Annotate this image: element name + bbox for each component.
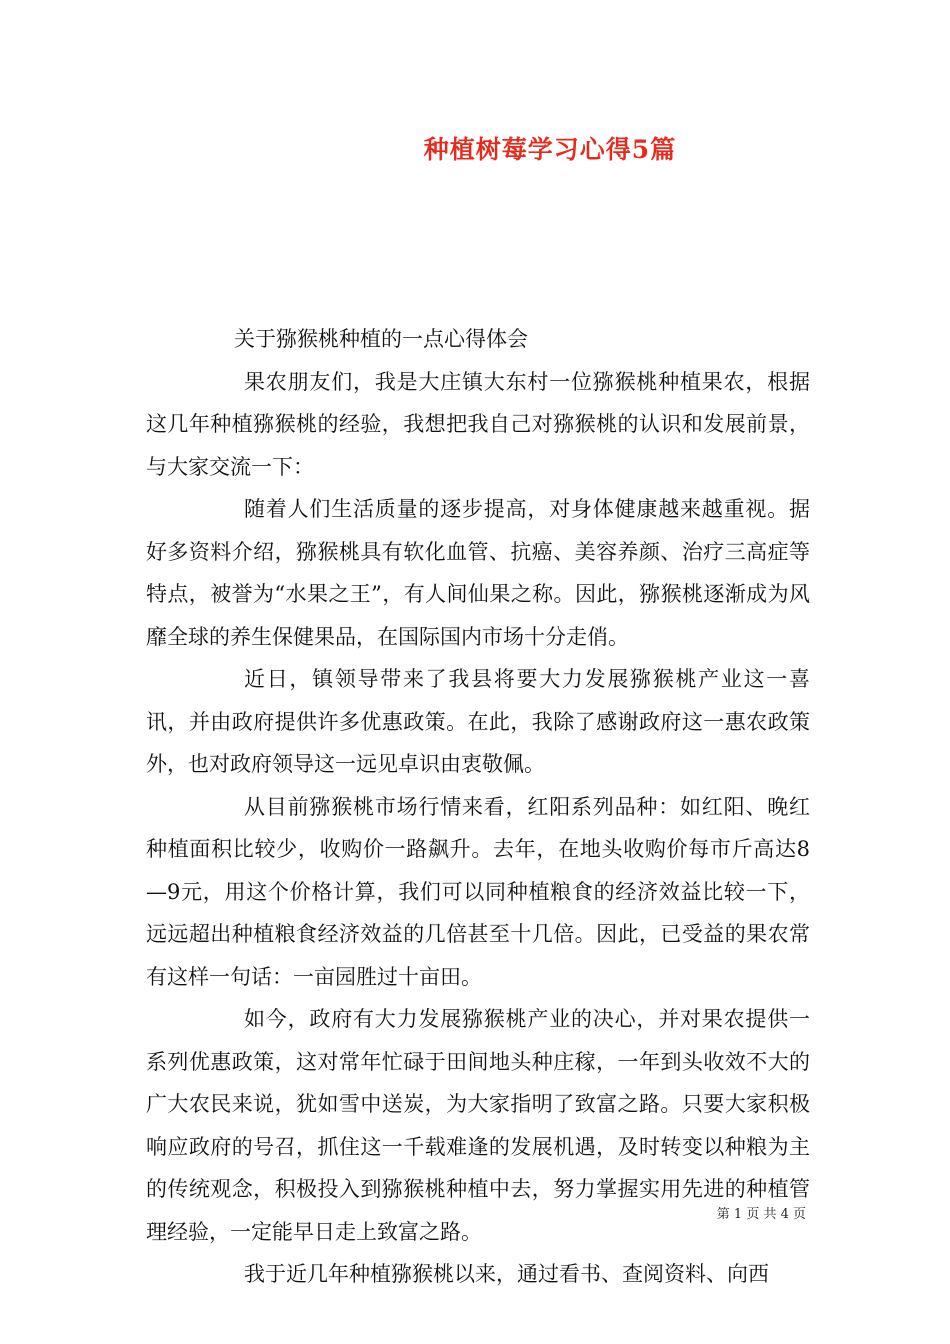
paragraph-experience: 我于近几年种植猕猴桃以来，通过看书、查阅资料、向西 — [244, 1262, 769, 1286]
article-subtitle: 关于猕猴桃种植的一点心得体会 — [234, 327, 528, 351]
document-body — [146, 318, 810, 1296]
paragraph-intro: 果农朋友们，我是大庄镇大东村一位猕猴桃种植果农，根据这几年种植猕猴桃的经验，我想把我自己对猕猴桃的认识和发展前景，与大家交流一下： — [146, 369, 810, 479]
page-number: 第 1 页 共 4 页 — [716, 1207, 806, 1222]
paragraph-market-price: 从目前猕猴桃市场行情来看，红阳系列品种：如红阳、晚红种植面积比较少，收购价一路飙升。去年，在地头收购价每市斤高达8—9元，用这个价格计算，我们可以同种植粮食的经济效益比较一下，远远超出种植粮食经济效益的几倍甚至十几倍。因此，已受益的果农常有这样一句话：一亩园胜过十亩田。 — [146, 794, 810, 989]
paragraph-health-benefits: 随着人们生活质量的逐步提高，对身体健康越来越重视。据好多资料介绍，猕猴桃具有软化血管、抗癌、美容养颜、治疗三高症等特点，被誉为“水果之王”，有人间仙果之称。因此，猕猴桃逐渐成为风靡全球的养生保健果品，在国际国内市场十分走俏。 — [146, 497, 810, 649]
paragraph-government-policy: 近日，镇领导带来了我县将要大力发展猕猴桃产业这一喜讯，并由政府提供许多优惠政策。在此，我除了感谢政府这一惠农政策外，也对政府领导这一远见卓识由衷敬佩。 — [146, 667, 810, 776]
document-title: 种植树莓学习心得5篇 — [423, 135, 677, 164]
paragraph-opportunity: 如今，政府有大力发展猕猴桃产业的决心，并对果农提供一系列优惠政策，这对常年忙碌于田间地头种庄稼，一年到头收效不大的广大农民来说，犹如雪中送炭，为大家指明了致富之路。只要大家积极响应政府的号召，抓住这一千载难逢的发展机遇，及时转变以种粮为主的传统观念，积极投入到猕猴桃种植中去，努力掌握实用先进的种植管理经验，一定能早日走上致富之路。 — [146, 1007, 810, 1244]
